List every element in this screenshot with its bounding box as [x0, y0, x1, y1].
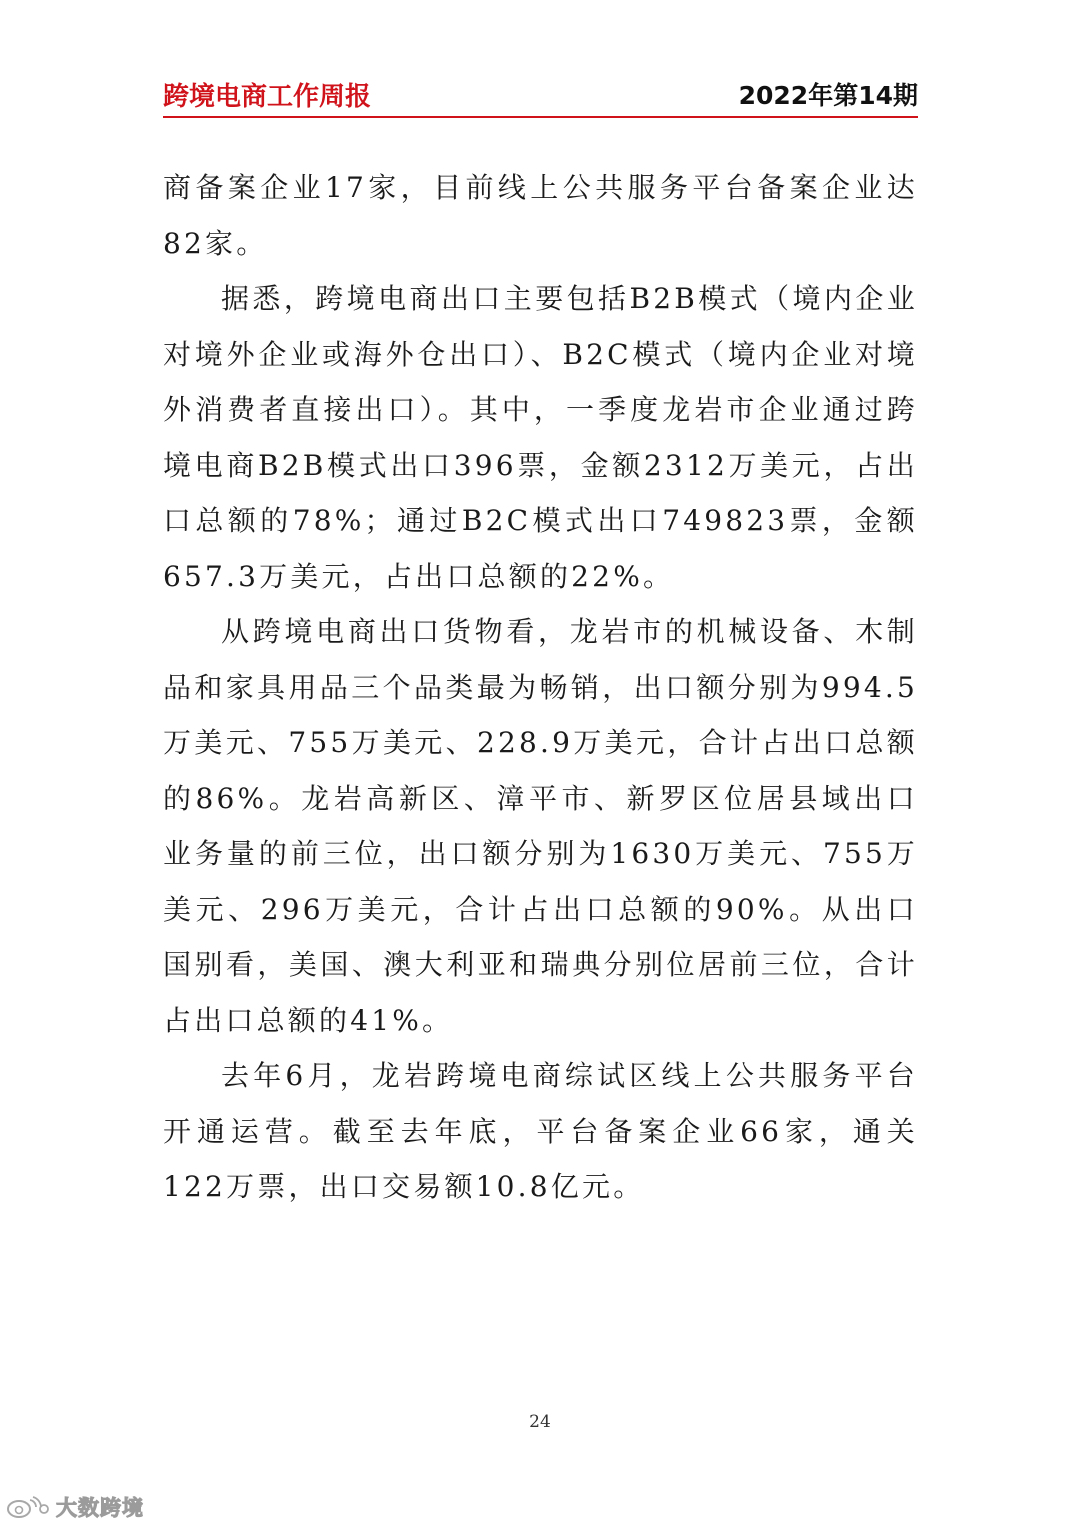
paragraph-export-goods: 从跨境电商出口货物看，龙岩市的机械设备、木制品和家具用品三个品类最为畅销，出口额分别为994.5万美元、755万美元、228.9万美元，合计占出口总额的86%。龙岩高新区、漳平市、新罗区位居县域出口业务量的前三位，出口额分别为1630万美元、755万美元、296万美元，合计占出口总额的90%。从出口国别看，美国、澳大利亚和瑞典分别位居前三位，合计占出口总额的41%。: [163, 615, 918, 1037]
weibo-logo-icon: [6, 1495, 50, 1519]
watermark-text: 大数跨境: [56, 1496, 144, 1520]
paragraph-continued: 商备案企业17家，目前线上公共服务平台备案企业达82家。: [163, 171, 918, 260]
watermark: [6, 1492, 144, 1522]
header-divider: [163, 116, 918, 118]
article-body: [163, 160, 918, 1215]
page-number: 24: [529, 1412, 551, 1432]
report-header: [163, 72, 918, 118]
issue-number: 2022年第14期: [738, 81, 918, 110]
paragraph-export-modes: 据悉，跨境电商出口主要包括B2B模式（境内企业对境外企业或海外仓出口）、B2C模式（境内企业对境外消费者直接出口）。其中，一季度龙岩市企业通过跨境电商B2B模式出口396票，金额2312万美元，占出口总额的78%；通过B2C模式出口749823票，金额657.3万美元，占出口总额的22%。: [163, 282, 918, 593]
report-title: 跨境电商工作周报: [163, 82, 372, 112]
paragraph-platform: 去年6月，龙岩跨境电商综试区线上公共服务平台开通运营。截至去年底，平台备案企业66家，通关122万票，出口交易额10.8亿元。: [163, 1059, 918, 1203]
